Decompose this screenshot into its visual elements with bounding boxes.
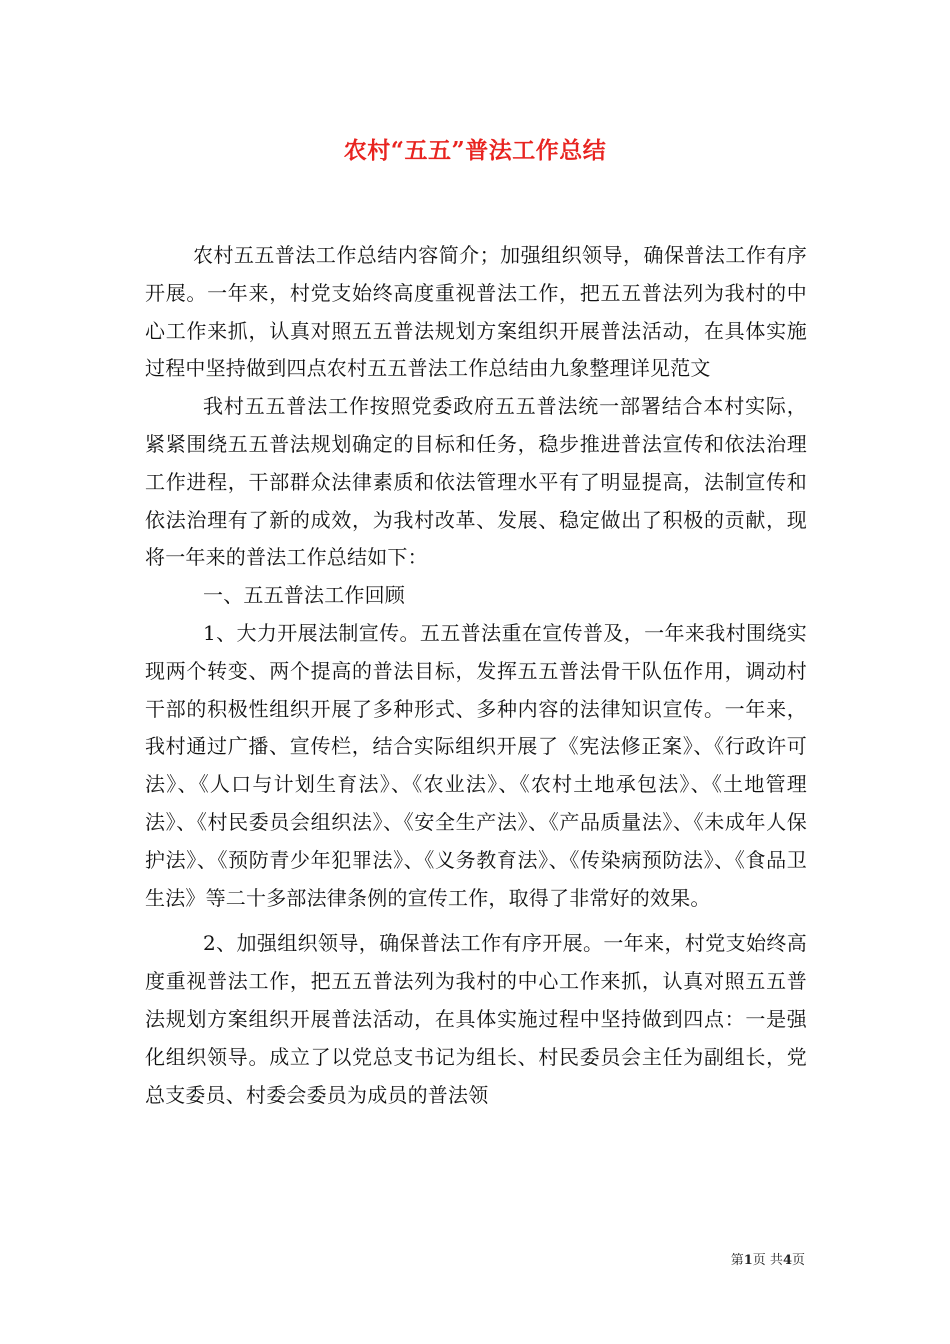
section-item-2: 2、加强组织领导，确保普法工作有序开展。一年来，村党支始终高度重视普法工作，把五五普法列为我村的中心工作来抓，认真对照五五普法规划方案组织开展普法活动，在具体实施过程中坚持做到四点：一是强化组织领导。成立了以党总支书记为组长、村民委员会主任为副组长，党总支委员、村委会委员为成员的普法领 — [145, 931, 807, 1107]
section-item-1: 1、大力开展法制宣传。五五普法重在宣传普及，一年来我村围绕实现两个转变、两个提高的普法目标，发挥五五普法骨干队伍作用，调动村干部的积极性组织开展了多种形式、多种内容的法律知识宣传。一年来，我村通过广播、宣传栏，结合实际组织开展了《宪法修正案》、《行政许可法》、《人口与计划生育法》、《农业法》、《农村土地承包法》、《土地管理法》、《村民委员会组织法》、《安全生产法》、《产品质量法》、《未成年人保护法》、《预防青少年犯罪法》、《义务教育法》、《传染病预防法》、《食品卫生法》等二十多部法律条例的宣传工作，取得了非常好的效果。 — [145, 620, 807, 910]
document-title: 农村“五五”普法工作总结 — [343, 137, 607, 164]
footer-middle: 页 共 — [752, 1253, 783, 1268]
document-body — [145, 237, 807, 1114]
section-heading: 一、五五普法工作回顾 — [203, 583, 405, 608]
footer-total-pages: 4 — [782, 1253, 792, 1268]
footer-suffix: 页 — [791, 1253, 805, 1268]
footer-page-number: 1 — [743, 1253, 753, 1268]
footer-prefix: 第 — [730, 1253, 744, 1268]
page-footer — [731, 1249, 805, 1268]
overview-paragraph: 我村五五普法工作按照党委政府五五普法统一部署结合本村实际，紧紧围绕五五普法规划确定的目标和任务，稳步推进普法宣传和依法治理工作进程，干部群众法律素质和依法管理水平有了明显提高，法制宣传和依法治理有了新的成效，为我村改革、发展、稳定做出了积极的贡献，现将一年来的普法工作总结如下： — [145, 394, 807, 570]
intro-paragraph: 农村五五普法工作总结内容简介；加强组织领导，确保普法工作有序开展。一年来，村党支始终高度重视普法工作，把五五普法列为我村的中心工作来抓，认真对照五五普法规划方案组织开展普法活动，在具体实施过程中坚持做到四点农村五五普法工作总结由九象整理详见范文 — [145, 243, 807, 381]
